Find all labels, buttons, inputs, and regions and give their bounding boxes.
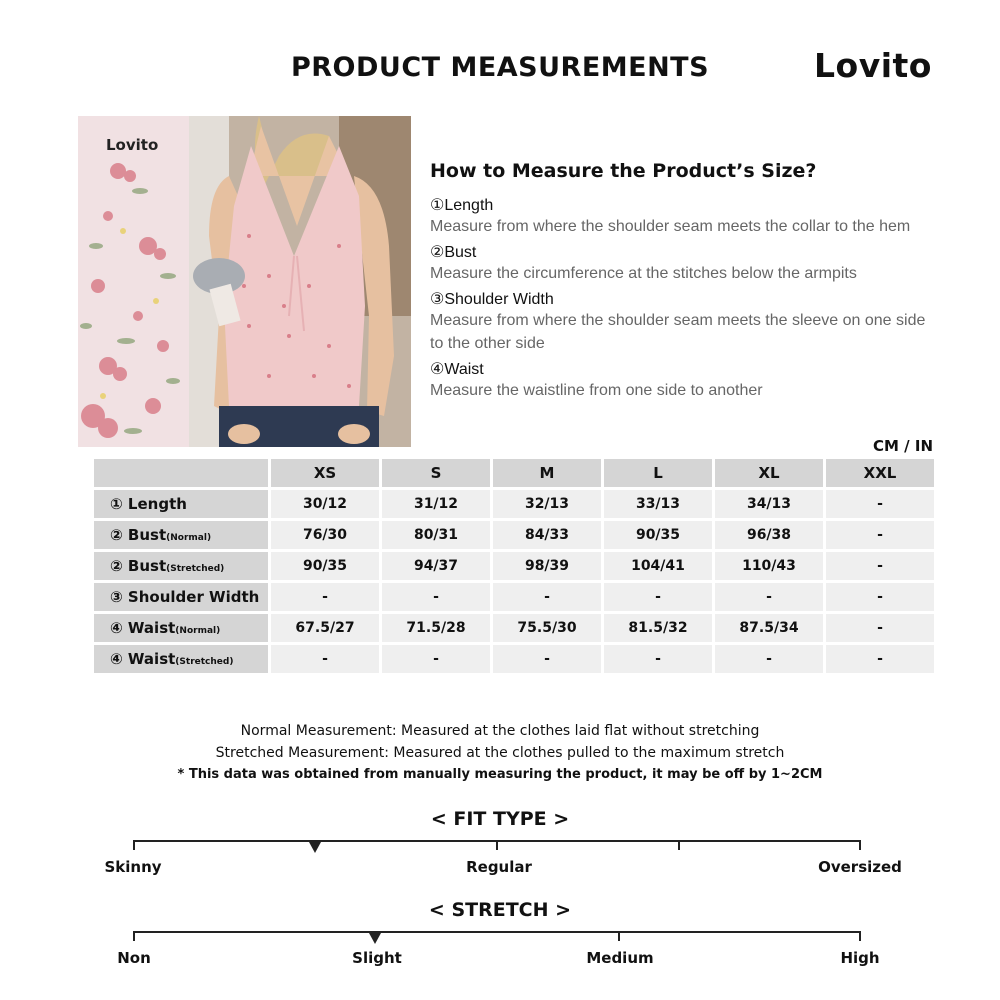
size-header: L — [604, 459, 712, 487]
table-row — [94, 521, 934, 549]
table-cell: 87.5/34 — [715, 614, 823, 642]
row-label — [94, 614, 268, 642]
fit-type-tick — [678, 840, 680, 850]
size-header: XXL — [826, 459, 934, 487]
table-cell: 94/37 — [382, 552, 490, 580]
table-cell: 76/30 — [271, 521, 379, 549]
table-cell: - — [604, 645, 712, 673]
fit-type-marker — [309, 842, 321, 853]
row-label — [94, 521, 268, 549]
table-cell: 31/12 — [382, 490, 490, 518]
row-label-text: ③ Shoulder Width — [110, 588, 260, 606]
size-header: XL — [715, 459, 823, 487]
units-label: CM / IN — [873, 437, 933, 455]
howto-shoulder-desc: Measure from where the shoulder seam meets the sleeve on one side to the other side — [430, 312, 926, 352]
size-header: XS — [271, 459, 379, 487]
table-cell: 32/13 — [493, 490, 601, 518]
table-corner-cell — [94, 459, 268, 487]
fit-type-title: < FIT TYPE > — [430, 808, 570, 830]
howto-shoulder-label: ③Shoulder Width — [430, 291, 554, 308]
table-cell: 34/13 — [715, 490, 823, 518]
stretch-tick — [618, 931, 620, 941]
row-label-sub: (Normal) — [175, 626, 221, 636]
howto-length — [430, 195, 950, 238]
row-label-text: ④ Waist — [110, 619, 176, 637]
row-label-text: ④ Waist — [110, 650, 176, 668]
size-table — [91, 456, 937, 676]
howto-bust-desc: Measure the circumference at the stitches below the armpits — [430, 265, 857, 282]
table-cell: - — [271, 645, 379, 673]
note-disclaimer: * This data was obtained from manually measuring the product, it may be off by 1~2CM — [177, 767, 823, 782]
table-cell: 90/35 — [604, 521, 712, 549]
table-cell: - — [382, 583, 490, 611]
product-photo — [78, 116, 411, 447]
table-row — [94, 614, 934, 642]
row-label — [94, 645, 268, 673]
row-label-sub: (Stretched) — [166, 564, 225, 574]
fit-type-tick — [133, 840, 135, 850]
table-cell: - — [826, 521, 934, 549]
row-label-sub: (Stretched) — [175, 657, 234, 667]
table-row — [94, 583, 934, 611]
table-cell: 110/43 — [715, 552, 823, 580]
table-cell: - — [826, 614, 934, 642]
stretch-marker — [369, 933, 381, 944]
howto-waist-label: ④Waist — [430, 361, 484, 378]
fit-label-oversized: Oversized — [818, 858, 902, 876]
stretch-label-non: Non — [117, 949, 151, 967]
table-cell: - — [382, 645, 490, 673]
howto-shoulder — [430, 289, 930, 355]
table-header-row — [94, 459, 934, 487]
howto-bust-label: ②Bust — [430, 244, 477, 261]
size-header: M — [493, 459, 601, 487]
table-cell: - — [715, 583, 823, 611]
row-label-text: ② Bust — [110, 557, 167, 575]
fabric-brand-label: Lovito — [106, 136, 159, 154]
table-cell: - — [826, 490, 934, 518]
stretch-label-slight: Slight — [352, 949, 402, 967]
measurement-notes — [0, 720, 1000, 786]
row-label — [94, 490, 268, 518]
table-cell: 96/38 — [715, 521, 823, 549]
stretch-tick — [133, 931, 135, 941]
table-cell: 98/39 — [493, 552, 601, 580]
table-cell: 30/12 — [271, 490, 379, 518]
fabric-swatch — [78, 116, 189, 447]
size-header: S — [382, 459, 490, 487]
table-cell: 33/13 — [604, 490, 712, 518]
table-cell: - — [715, 645, 823, 673]
page-title: PRODUCT MEASUREMENTS — [290, 52, 710, 83]
fit-label-regular: Regular — [466, 858, 532, 876]
row-label-text: ② Bust — [110, 526, 167, 544]
brand-logo: Lovito — [814, 46, 932, 85]
stretch-title: < STRETCH > — [428, 899, 572, 921]
table-cell: 104/41 — [604, 552, 712, 580]
row-label — [94, 583, 268, 611]
table-cell: - — [826, 645, 934, 673]
stretch-scale — [133, 931, 861, 933]
table-cell: - — [493, 645, 601, 673]
howto-waist-desc: Measure the waistline from one side to another — [430, 382, 763, 399]
table-cell: 90/35 — [271, 552, 379, 580]
table-cell: - — [826, 552, 934, 580]
table-cell: 75.5/30 — [493, 614, 601, 642]
table-row — [94, 552, 934, 580]
table-cell: 71.5/28 — [382, 614, 490, 642]
fit-type-tick — [859, 840, 861, 850]
note-stretched: Stretched Measurement: Measured at the clothes pulled to the maximum stretch — [215, 745, 785, 761]
stretch-tick — [859, 931, 861, 941]
table-row — [94, 645, 934, 673]
table-cell: 81.5/32 — [604, 614, 712, 642]
howto-bust — [430, 242, 950, 285]
table-cell: 80/31 — [382, 521, 490, 549]
table-cell: - — [604, 583, 712, 611]
row-label-text: ① Length — [110, 495, 187, 513]
fit-label-skinny: Skinny — [104, 858, 162, 876]
model-photo — [189, 116, 411, 447]
table-cell: - — [271, 583, 379, 611]
stretch-label-medium: Medium — [586, 949, 654, 967]
table-cell: - — [826, 583, 934, 611]
row-label — [94, 552, 268, 580]
howto-title: How to Measure the Product’s Size? — [430, 160, 817, 182]
howto-length-desc: Measure from where the shoulder seam meets the collar to the hem — [430, 218, 911, 235]
table-cell: - — [493, 583, 601, 611]
howto-waist — [430, 359, 950, 402]
table-cell: 67.5/27 — [271, 614, 379, 642]
note-normal: Normal Measurement: Measured at the clothes laid flat without stretching — [240, 723, 760, 739]
fit-type-tick — [496, 840, 498, 850]
howto-length-label: ①Length — [430, 197, 494, 214]
table-row — [94, 490, 934, 518]
row-label-sub: (Normal) — [166, 533, 212, 543]
table-cell: 84/33 — [493, 521, 601, 549]
stretch-label-high: High — [840, 949, 880, 967]
